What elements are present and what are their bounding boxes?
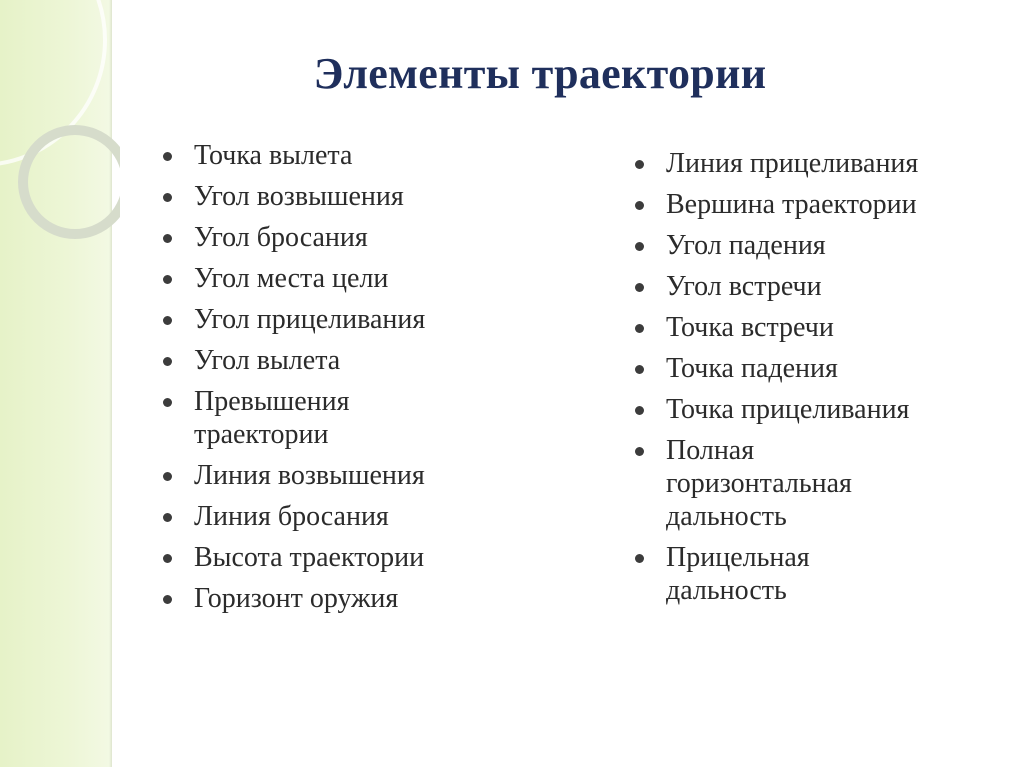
list-item: Высота траектории [160,541,540,574]
list-item: Линия возвышения [160,459,540,492]
list-item: Угол встречи [632,270,992,303]
list-item: Угол падения [632,229,992,262]
list-item: Угол возвышения [160,180,540,213]
list-item: Линия прицеливания [632,147,992,180]
list-item: Точка вылета [160,139,540,172]
list-item: Превышения траектории [160,385,424,451]
list-item: Точка встречи [632,311,992,344]
list-item: Вершина траектории [632,188,992,221]
list-item: Точка прицеливания [632,393,992,426]
list-item: Угол вылета [160,344,540,377]
list-item: Полная горизонтальная дальность [632,434,916,533]
list-item: Угол бросания [160,221,540,254]
list-item: Точка падения [632,352,992,385]
list-item: Горизонт оружия [160,582,540,615]
decorative-ring-small [23,130,120,234]
list-item: Угол места цели [160,262,540,295]
left-bullet-list [160,139,540,623]
right-bullet-list [632,147,992,615]
decorative-rings [0,0,120,260]
list-item: Угол прицеливания [160,303,540,336]
list-item: Прицельная дальность [632,541,866,607]
list-item: Линия бросания [160,500,540,533]
slide-title: Элементы траектории [313,49,767,98]
